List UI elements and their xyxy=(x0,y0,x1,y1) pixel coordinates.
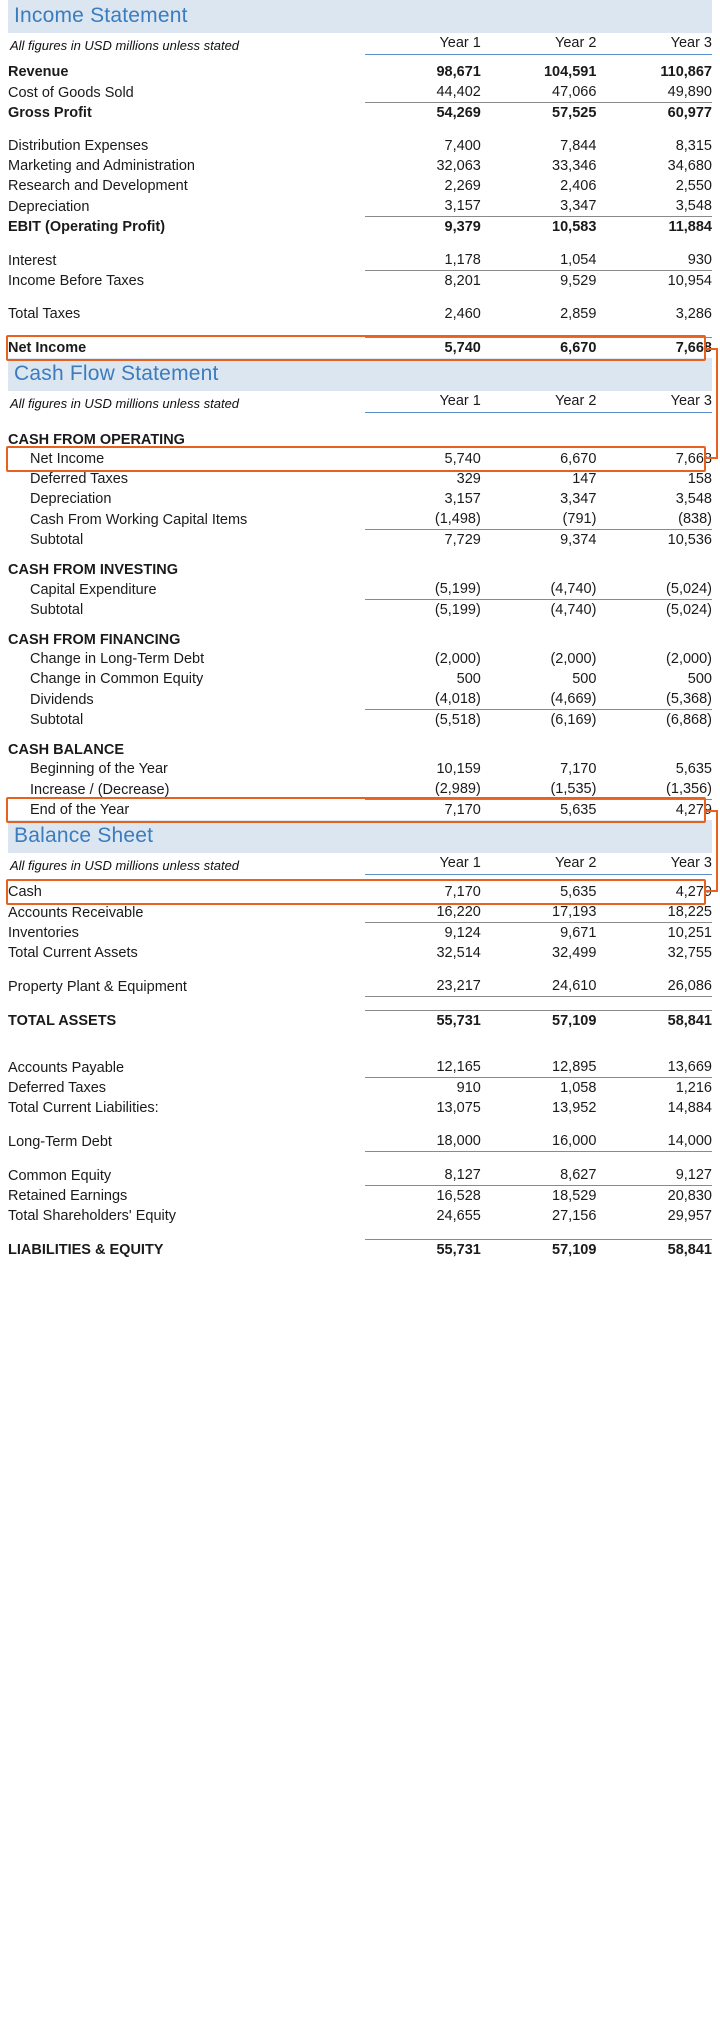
row-label: Accounts Receivable xyxy=(8,904,144,921)
table-row xyxy=(8,882,712,902)
row-value-2: 2,406 xyxy=(560,178,597,194)
row-value-3: 26,086 xyxy=(596,976,712,997)
row-value-1: 13,075 xyxy=(436,1100,481,1116)
spacer-cell xyxy=(8,55,712,63)
row-value-2: 5,635 xyxy=(481,800,597,821)
row-value-3: 1,216 xyxy=(596,1078,712,1099)
row-value-3: 158 xyxy=(687,471,712,487)
figures-note: All figures in USD millions unless stated xyxy=(10,395,240,411)
row-label: Revenue xyxy=(8,64,69,80)
spacer-row xyxy=(8,55,712,63)
table-row xyxy=(8,902,712,923)
row-label: Net Income xyxy=(8,340,87,356)
table-row xyxy=(8,304,712,324)
row-label: Total Shareholders' Equity xyxy=(8,1208,177,1224)
row-value-3 xyxy=(596,550,712,579)
row-value-1: 5,740 xyxy=(365,338,481,359)
row-value-3: 20,830 xyxy=(596,1186,712,1207)
table-row xyxy=(8,620,712,649)
row-value-2: 2,859 xyxy=(560,306,597,322)
table-row xyxy=(8,1131,712,1152)
row-value-1 xyxy=(365,620,481,649)
row-label: Subtotal xyxy=(30,532,84,548)
table-row xyxy=(8,800,712,821)
row-value-1: 32,514 xyxy=(436,945,481,961)
table-row xyxy=(8,730,712,759)
row-value-1: 12,165 xyxy=(436,1059,481,1075)
table-row xyxy=(8,123,712,136)
row-label: Distribution Expenses xyxy=(8,138,149,154)
balance-sheet-body xyxy=(8,853,712,1260)
row-value-2: 18,529 xyxy=(481,1186,597,1207)
row-label: TOTAL ASSETS xyxy=(8,1013,117,1029)
table-row xyxy=(8,976,712,997)
table-row xyxy=(8,943,712,963)
row-label: CASH BALANCE xyxy=(8,742,124,758)
row-label: Change in Common Equity xyxy=(30,671,204,687)
row-value-3: 2,550 xyxy=(675,178,712,194)
row-value-1: 2,460 xyxy=(444,306,481,322)
row-value-3: 60,977 xyxy=(596,103,712,124)
table-row xyxy=(8,62,712,82)
row-value-1: (5,518) xyxy=(365,710,481,731)
row-label: End of the Year xyxy=(30,802,130,818)
row-value-2: 32,499 xyxy=(552,945,597,961)
row-value-3: 58,841 xyxy=(596,1011,712,1032)
row-value-3 xyxy=(596,420,712,449)
column-header-3: Year 3 xyxy=(596,391,712,413)
row-value-2: (1,535) xyxy=(550,781,597,797)
row-value-1: 8,127 xyxy=(444,1167,481,1183)
row-value-1: 2,269 xyxy=(444,178,481,194)
table-row xyxy=(8,710,712,731)
table-row xyxy=(8,250,712,271)
table-row xyxy=(8,1011,712,1032)
row-label: Total Taxes xyxy=(8,306,81,322)
row-value-1: 7,729 xyxy=(365,530,481,551)
row-value-1: (4,018) xyxy=(434,691,481,707)
spacer-cell xyxy=(8,875,712,883)
table-row xyxy=(8,689,712,710)
row-label: Interest xyxy=(8,252,57,269)
row-value-1: 44,402 xyxy=(436,84,481,100)
row-label: LIABILITIES & EQUITY xyxy=(8,1242,164,1258)
row-label: Retained Earnings xyxy=(8,1188,128,1204)
row-value-1: 1,178 xyxy=(444,252,481,268)
spacer-cell xyxy=(8,123,712,136)
table-row xyxy=(8,324,712,338)
row-label: Beginning of the Year xyxy=(30,761,168,777)
row-value-3: (1,356) xyxy=(666,781,712,797)
column-header-2: Year 2 xyxy=(481,33,597,55)
row-value-2: 47,066 xyxy=(552,84,597,100)
row-value-2: 9,529 xyxy=(481,271,597,292)
row-label: Change in Long-Term Debt xyxy=(30,651,205,667)
table-row xyxy=(8,196,712,217)
row-value-3: 10,251 xyxy=(596,923,712,944)
table-row xyxy=(8,600,712,621)
row-value-2: 9,374 xyxy=(481,530,597,551)
row-value-2: 6,670 xyxy=(481,338,597,359)
row-value-1 xyxy=(365,550,481,579)
table-row xyxy=(8,489,712,509)
row-value-2: 7,844 xyxy=(560,138,597,154)
row-value-2: 3,347 xyxy=(560,198,597,214)
row-value-3: 29,957 xyxy=(667,1208,712,1224)
row-value-2: 13,952 xyxy=(552,1100,597,1116)
row-value-3: (5,024) xyxy=(666,581,712,597)
row-label: Depreciation xyxy=(30,491,112,507)
row-value-1: 3,157 xyxy=(444,198,481,214)
column-header-3: Year 3 xyxy=(596,853,712,875)
spacer-cell xyxy=(8,291,712,304)
row-value-3: (6,868) xyxy=(596,710,712,731)
row-value-2: 24,610 xyxy=(481,976,597,997)
row-value-3: (2,000) xyxy=(666,651,712,667)
table-row xyxy=(8,82,712,103)
row-value-1: (5,199) xyxy=(434,581,481,597)
table-row xyxy=(8,1186,712,1207)
row-value-2: (2,000) xyxy=(550,651,597,667)
table-row xyxy=(8,1152,712,1166)
figures-note: All figures in USD millions unless stated xyxy=(10,37,240,53)
spacer-cell xyxy=(8,963,712,976)
row-value-2: 57,109 xyxy=(481,1240,597,1261)
row-value-2: 1,054 xyxy=(560,252,597,268)
row-value-3: 3,548 xyxy=(675,491,712,507)
table-row xyxy=(8,469,712,489)
row-value-3: 14,000 xyxy=(596,1131,712,1152)
row-value-2: (4,740) xyxy=(550,581,597,597)
row-value-3: (838) xyxy=(678,511,712,527)
row-value-1: 5,740 xyxy=(444,451,481,467)
income-statement-title: Income Statement xyxy=(8,0,712,33)
row-value-3: 18,225 xyxy=(667,904,712,920)
row-value-2: 147 xyxy=(572,471,597,487)
row-value-3: 32,755 xyxy=(667,945,712,961)
spacer-cell xyxy=(8,237,712,250)
row-label: Marketing and Administration xyxy=(8,158,195,174)
row-value-3: 110,867 xyxy=(660,64,712,80)
table-row xyxy=(8,579,712,600)
table-row xyxy=(8,1057,712,1078)
row-value-3: 49,890 xyxy=(667,84,712,100)
row-value-2: (4,669) xyxy=(550,691,597,707)
row-label: Deferred Taxes xyxy=(8,1080,107,1096)
row-value-2: 104,591 xyxy=(543,64,597,80)
row-value-1: 3,157 xyxy=(444,491,481,507)
row-value-3: 3,286 xyxy=(675,306,712,322)
row-value-1: 329 xyxy=(456,471,481,487)
row-value-3: 930 xyxy=(687,252,712,268)
row-label: Net Income xyxy=(30,451,105,467)
row-value-3: 14,884 xyxy=(667,1100,712,1116)
row-value-3: 4,279 xyxy=(596,800,712,821)
row-label: Depreciation xyxy=(8,198,90,215)
row-label: Cash xyxy=(8,884,42,900)
table-row xyxy=(8,1206,712,1226)
row-label: CASH FROM FINANCING xyxy=(8,632,181,648)
row-value-2: 5,635 xyxy=(560,884,597,900)
table-row xyxy=(8,176,712,196)
table-row xyxy=(8,156,712,176)
row-value-3: 7,668 xyxy=(675,451,712,467)
row-value-2: 7,170 xyxy=(560,761,597,777)
row-value-2: 27,156 xyxy=(552,1208,597,1224)
row-value-1: 910 xyxy=(365,1078,481,1099)
row-label: Total Current Liabilities: xyxy=(8,1100,159,1116)
row-value-2: 17,193 xyxy=(552,904,597,920)
row-value-3: 500 xyxy=(687,671,712,687)
row-value-2 xyxy=(481,620,597,649)
row-label: Dividends xyxy=(30,691,94,708)
row-label: Subtotal xyxy=(30,602,84,618)
table-row xyxy=(8,271,712,292)
row-label: Income Before Taxes xyxy=(8,273,144,289)
row-value-2: 33,346 xyxy=(552,158,597,174)
spacer-row xyxy=(8,413,712,421)
row-value-1: 16,220 xyxy=(436,904,481,920)
row-label: Inventories xyxy=(8,925,79,941)
table-row xyxy=(8,1226,712,1240)
table-row xyxy=(8,530,712,551)
row-label: Cash From Working Capital Items xyxy=(30,511,248,528)
row-label: Long-Term Debt xyxy=(8,1133,112,1150)
row-value-3: 10,954 xyxy=(596,271,712,292)
row-label: Research and Development xyxy=(8,178,188,194)
row-label: EBIT (Operating Profit) xyxy=(8,219,166,235)
row-value-2: 57,525 xyxy=(481,103,597,124)
cash-flow-statement-title: Cash Flow Statement xyxy=(8,358,712,391)
row-value-1: 32,063 xyxy=(436,158,481,174)
table-row xyxy=(8,1031,712,1044)
row-label: CASH FROM INVESTING xyxy=(8,562,178,578)
row-value-3: 11,884 xyxy=(596,217,712,238)
row-value-1: 9,124 xyxy=(365,923,481,944)
column-header-row xyxy=(8,391,712,413)
row-value-3: 4,279 xyxy=(675,884,712,900)
row-value-1: 54,269 xyxy=(365,103,481,124)
spacer-cell xyxy=(8,1152,712,1166)
table-row xyxy=(8,759,712,779)
row-label: Capital Expenditure xyxy=(30,581,157,598)
table-row xyxy=(8,1165,712,1186)
row-value-1: 55,731 xyxy=(365,1011,481,1032)
table-row xyxy=(8,1118,712,1131)
table-row xyxy=(8,509,712,530)
row-value-2: (791) xyxy=(562,511,597,527)
column-header-2: Year 2 xyxy=(481,853,597,875)
row-value-1: 98,671 xyxy=(436,64,481,80)
row-value-2 xyxy=(481,730,597,759)
table-row xyxy=(8,217,712,238)
row-value-2: 1,058 xyxy=(481,1078,597,1099)
row-value-3: 34,680 xyxy=(667,158,712,174)
spacer-cell xyxy=(8,1044,712,1057)
row-value-1: 23,217 xyxy=(365,976,481,997)
row-label: Deferred Taxes xyxy=(30,471,129,487)
row-value-3: (5,024) xyxy=(596,600,712,621)
row-value-2: 9,671 xyxy=(481,923,597,944)
row-value-1: 16,528 xyxy=(365,1186,481,1207)
spacer-cell xyxy=(8,997,712,1011)
table-row xyxy=(8,923,712,944)
figures-note: All figures in USD millions unless stated xyxy=(10,857,240,873)
section-cash-flow-statement xyxy=(0,358,720,820)
row-value-1: (5,199) xyxy=(365,600,481,621)
row-label: Common Equity xyxy=(8,1167,112,1184)
row-value-3: 7,668 xyxy=(596,338,712,359)
column-header-1: Year 1 xyxy=(365,391,481,413)
table-row xyxy=(8,649,712,669)
spacer-cell xyxy=(8,413,712,421)
section-income-statement xyxy=(0,0,720,358)
row-label: Property Plant & Equipment xyxy=(8,978,187,995)
row-label: Total Current Assets xyxy=(8,945,138,961)
row-label: Increase / (Decrease) xyxy=(30,781,170,798)
row-value-1: 18,000 xyxy=(365,1131,481,1152)
table-row xyxy=(8,338,712,359)
spacer-row xyxy=(8,875,712,883)
cash-flow-statement-table xyxy=(8,391,712,820)
spacer-cell xyxy=(8,1226,712,1240)
balance-sheet-title: Balance Sheet xyxy=(8,820,712,853)
table-row xyxy=(8,1044,712,1057)
spacer-cell xyxy=(8,324,712,338)
spacer-cell xyxy=(8,1031,712,1044)
row-value-2: 12,895 xyxy=(552,1059,597,1075)
cash-flow-statement-body xyxy=(8,391,712,820)
column-header-row xyxy=(8,853,712,875)
table-row xyxy=(8,1078,712,1099)
income-statement-body xyxy=(8,33,712,358)
row-value-3: 13,669 xyxy=(667,1059,712,1075)
row-value-1: 8,201 xyxy=(365,271,481,292)
table-row xyxy=(8,136,712,156)
row-label: Accounts Payable xyxy=(8,1059,125,1076)
row-value-2: 8,627 xyxy=(560,1167,597,1183)
row-value-3: 9,127 xyxy=(675,1167,712,1183)
balance-sheet-table xyxy=(8,853,712,1260)
row-value-1: 7,170 xyxy=(365,800,481,821)
spacer-cell xyxy=(8,1118,712,1131)
row-value-3: 58,841 xyxy=(596,1240,712,1261)
row-value-2 xyxy=(481,550,597,579)
column-header-3: Year 3 xyxy=(596,33,712,55)
row-value-1 xyxy=(365,730,481,759)
row-value-3: 10,536 xyxy=(596,530,712,551)
row-value-1: 10,159 xyxy=(436,761,481,777)
row-value-3 xyxy=(596,620,712,649)
table-row xyxy=(8,669,712,689)
row-value-2: 3,347 xyxy=(560,491,597,507)
table-row xyxy=(8,550,712,579)
table-row xyxy=(8,291,712,304)
table-row xyxy=(8,103,712,124)
row-value-1: 24,655 xyxy=(436,1208,481,1224)
column-header-row xyxy=(8,33,712,55)
table-row xyxy=(8,237,712,250)
row-value-2 xyxy=(481,420,597,449)
row-value-1: 500 xyxy=(456,671,481,687)
table-row xyxy=(8,1240,712,1261)
row-value-3: 3,548 xyxy=(675,198,712,214)
table-row xyxy=(8,1098,712,1118)
income-statement-table xyxy=(8,33,712,358)
column-header-1: Year 1 xyxy=(365,33,481,55)
row-value-2: 500 xyxy=(572,671,597,687)
row-label: CASH FROM OPERATING xyxy=(8,432,185,448)
row-label: Subtotal xyxy=(30,712,84,728)
row-value-1: (1,498) xyxy=(434,511,481,527)
row-value-3: 5,635 xyxy=(675,761,712,777)
row-value-1: (2,989) xyxy=(434,781,481,797)
row-value-1: 7,170 xyxy=(444,884,481,900)
row-value-2: 6,670 xyxy=(560,451,597,467)
row-value-1: (2,000) xyxy=(434,651,481,667)
row-value-1: 7,400 xyxy=(444,138,481,154)
section-balance-sheet xyxy=(0,820,720,1260)
row-value-1: 55,731 xyxy=(365,1240,481,1261)
row-value-3: (5,368) xyxy=(666,691,712,707)
table-row xyxy=(8,420,712,449)
row-label: Gross Profit xyxy=(8,105,92,121)
row-value-2: (6,169) xyxy=(481,710,597,731)
table-row xyxy=(8,997,712,1011)
column-header-1: Year 1 xyxy=(365,853,481,875)
column-header-2: Year 2 xyxy=(481,391,597,413)
table-row xyxy=(8,963,712,976)
row-value-1 xyxy=(365,420,481,449)
row-value-3 xyxy=(596,730,712,759)
row-value-1: 9,379 xyxy=(365,217,481,238)
row-value-3: 8,315 xyxy=(675,138,712,154)
table-row xyxy=(8,779,712,800)
row-value-2: 10,583 xyxy=(481,217,597,238)
row-value-2: 16,000 xyxy=(481,1131,597,1152)
row-value-2: (4,740) xyxy=(481,600,597,621)
row-value-2: 57,109 xyxy=(481,1011,597,1032)
table-row xyxy=(8,449,712,469)
row-label: Cost of Goods Sold xyxy=(8,84,134,101)
